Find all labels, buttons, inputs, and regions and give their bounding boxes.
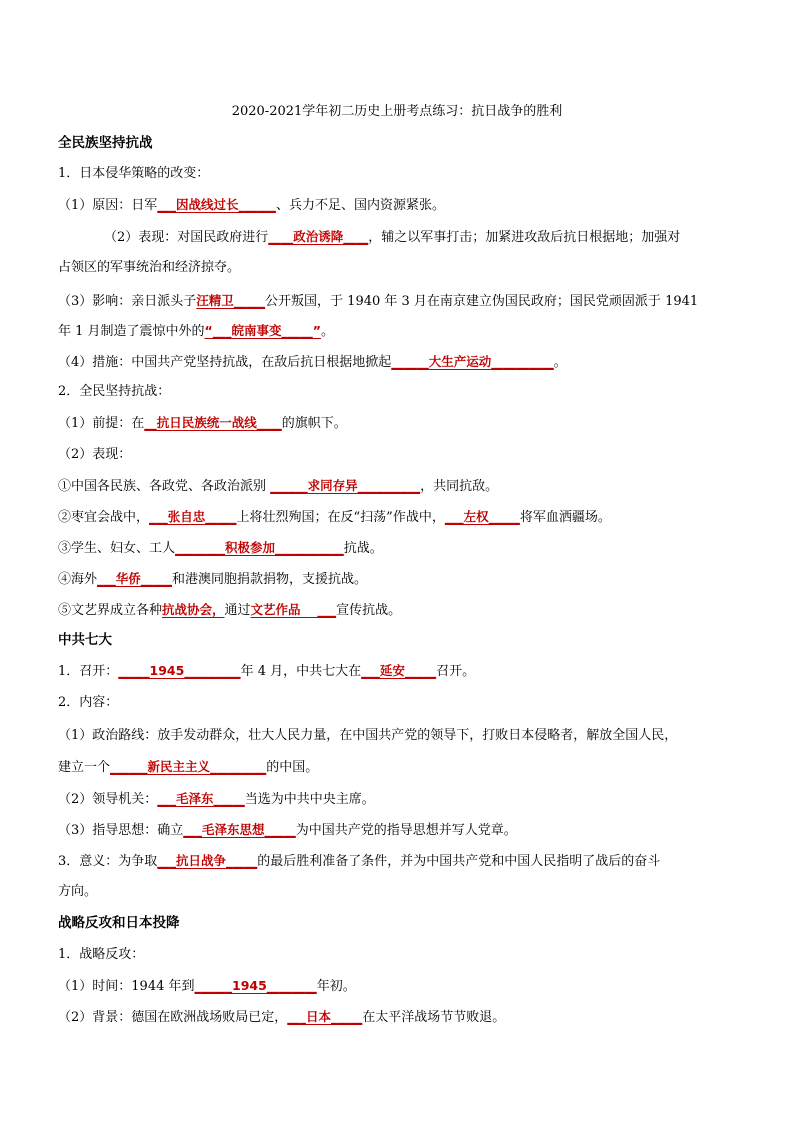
text-line: 1．日本侵华策略的改变： <box>58 166 210 181</box>
text-span: 建立一个 <box>58 760 111 775</box>
text-line <box>58 476 498 497</box>
text-span: 年 4 月，中共七大在 <box>240 664 362 679</box>
text-span: （2）背景：德国在欧洲战场败局已定， <box>58 1010 288 1025</box>
text-line: 2．全民坚持抗战： <box>58 384 171 399</box>
answer-blank: ___毛泽东思想_____ <box>183 822 296 837</box>
text-span: 年初。 <box>316 979 356 994</box>
answer-blank: ___左权_____ <box>444 509 520 524</box>
text-span: 。 <box>320 324 334 339</box>
text-line <box>58 820 517 841</box>
answer-blank: ____政治诱降____ <box>268 229 369 244</box>
answer-blank: “___皖南事变_____” <box>204 323 321 338</box>
text-line <box>104 227 680 248</box>
text-line: （1）政治路线：放手发动群众，壮大人民力量，在中国共产党的领导下，打败日本侵略者，解放全国人民， <box>58 728 678 743</box>
text-span: （4）措施：中国共产党坚持抗战，在敌后抗日根据地掀起 <box>58 355 392 370</box>
answer-blank: ______求同存异__________ <box>270 478 421 493</box>
answer-blank: ______1945________ <box>194 978 317 993</box>
text-span: 抗战。 <box>343 541 383 556</box>
text-line: 占领区的军事统治和经济掠夺。 <box>58 260 241 275</box>
text-line <box>58 851 660 872</box>
text-span: 为中国共产党的指导思想并写人党章。 <box>295 823 517 838</box>
text-line <box>58 195 445 216</box>
text-line: 方向。 <box>58 884 98 899</box>
answer-blank: ________积极参加___________ <box>175 540 344 555</box>
answer-blank: ___延安_____ <box>361 663 437 678</box>
text-line <box>58 600 401 621</box>
text-span: （2）领导机关： <box>58 792 158 807</box>
section-heading-counteroffensive: 战略反攻和日本投降 <box>58 915 180 931</box>
answer-blank: ___抗日战争_____ <box>157 853 258 868</box>
answer-blank: ___毛泽东_____ <box>157 791 245 806</box>
answer-blank: ___因战线过长______ <box>157 197 277 212</box>
text-line <box>58 976 356 997</box>
text-span: 公开叛国，于 1940 年 3 月在南京建立伪国民政府；国民党顽固派于 1941 <box>265 294 699 309</box>
text-span: 1．召开： <box>58 664 119 679</box>
text-span: 将军血洒疆场。 <box>519 510 611 525</box>
answer-blank: ______新民主主义_________ <box>110 759 267 774</box>
text-line: 1．战略反攻： <box>58 947 145 962</box>
text-line <box>58 352 567 373</box>
text-span: 在太平洋战场节节败退。 <box>362 1010 506 1025</box>
text-span: 的中国。 <box>266 760 319 775</box>
answer-blank: ______大生产运动__________ <box>391 354 554 369</box>
answer-blank: ___日本_____ <box>287 1009 363 1024</box>
text-span: 的最后胜利准备了条件，并为中国共产党和中国人民指明了战后的奋斗 <box>257 854 661 869</box>
text-span: 年 1 月制造了震惊中外的 <box>58 324 205 339</box>
text-line <box>58 321 334 342</box>
text-span: （1）前提：在 <box>58 416 145 431</box>
text-span: ③学生、妇女、工人 <box>58 541 176 556</box>
answer-blank: 文艺作品 <box>250 602 301 617</box>
section-heading-seventh-congress: 中共七大 <box>58 632 112 648</box>
text-line <box>58 789 375 810</box>
text-span: ①中国各民族、各政党、各政治派别 <box>58 479 271 494</box>
answer-blank: ___ <box>300 602 337 617</box>
text-span: ，共同抗敌。 <box>420 479 499 494</box>
text-span: 。 <box>553 355 567 370</box>
text-span: 3．意义：为争取 <box>58 854 158 869</box>
text-span: 、兵力不足、国内资源紧张。 <box>276 198 446 213</box>
answer-blank: ___张自忠_____ <box>149 509 237 524</box>
text-line <box>58 538 383 559</box>
text-line <box>58 661 475 682</box>
text-line: （2）表现： <box>58 447 132 462</box>
text-span: 当选为中共中央主席。 <box>244 792 375 807</box>
text-line <box>58 757 318 778</box>
document-title: 2020-2021学年初二历史上册考点练习：抗日战争的胜利 <box>231 104 563 119</box>
text-span: （3）指导思想：确立 <box>58 823 184 838</box>
text-span: 的旗帜下。 <box>281 416 347 431</box>
text-line <box>58 1007 505 1028</box>
answer-blank: ___华侨_____ <box>97 571 173 586</box>
answer-blank: _____1945_________ <box>118 663 241 678</box>
text-span: （3）影响：亲日派头子 <box>58 294 197 309</box>
text-span: （1）时间：1944 年到 <box>58 979 195 994</box>
text-span: ⑤文艺界成立各种 <box>58 603 163 618</box>
text-span: 和港澳同胞捐款捐物，支援抗战。 <box>172 572 368 587</box>
answer-blank: __抗日民族统一战线____ <box>144 415 282 430</box>
text-span: 宣传抗战。 <box>336 603 402 618</box>
text-span: ④海外 <box>58 572 98 587</box>
text-span: （1）原因：日军 <box>58 198 158 213</box>
text-span: 召开。 <box>436 664 476 679</box>
text-line <box>58 507 611 528</box>
text-line <box>58 569 367 590</box>
text-span: 通过 <box>224 603 251 618</box>
answer-blank: 抗战协会， <box>162 602 225 617</box>
text-line <box>58 413 347 434</box>
text-line: 2．内容： <box>58 695 119 710</box>
text-span: ，辅之以军事打击；加紧进攻敌后抗日根据地；加强对 <box>368 230 681 245</box>
text-span: 上将壮烈殉国；在反“扫荡”作战中， <box>236 510 445 525</box>
text-span: ②枣宜会战中， <box>58 510 150 525</box>
text-span: （2）表现：对国民政府进行 <box>104 230 269 245</box>
answer-blank: 汪精卫_____ <box>196 293 266 308</box>
text-line <box>58 291 698 312</box>
section-heading-resistance: 全民族坚持抗战 <box>58 135 153 151</box>
